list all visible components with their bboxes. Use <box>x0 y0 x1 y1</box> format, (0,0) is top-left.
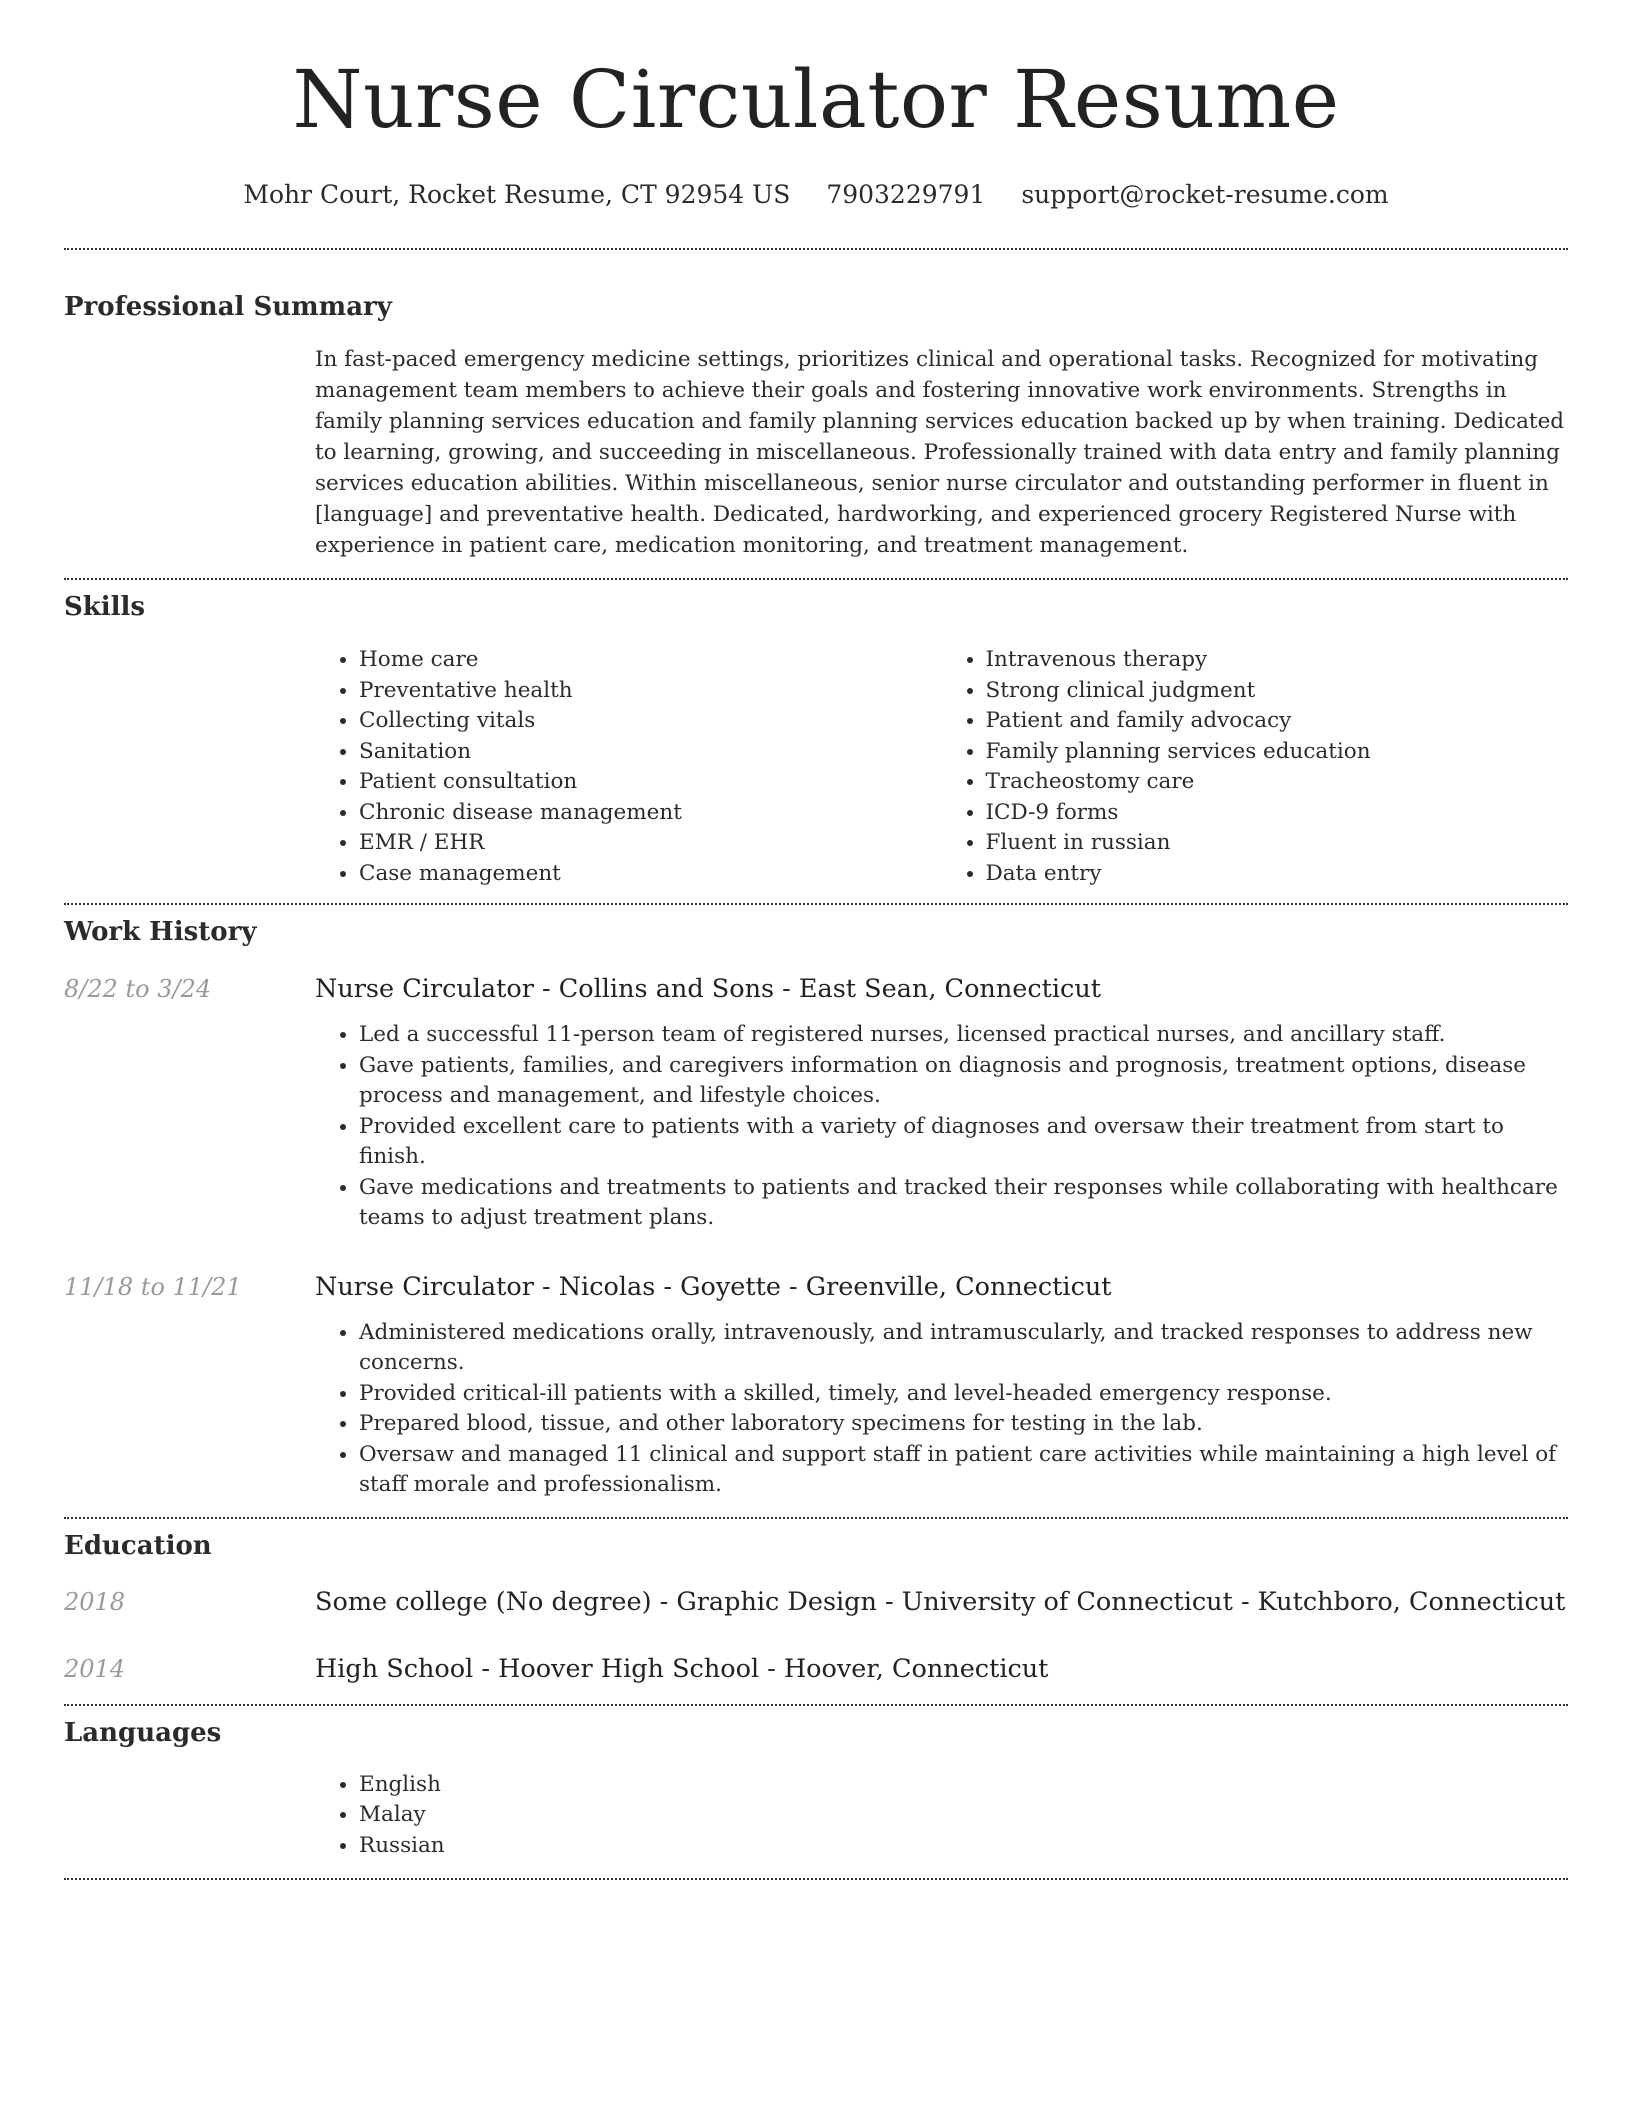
job-bullet: • Provided excellent care to patients with a variety of diagnoses and oversaw their treatment from start to finish. <box>359 1112 1568 1173</box>
job-bullet: • Administered medications orally, intravenously, and intramuscularly, and tracked responses to address new concerns. <box>359 1318 1568 1379</box>
skill-item: • Strong clinical judgment <box>986 676 1569 707</box>
summary-heading: Professional Summary <box>64 292 392 322</box>
education-entry <box>64 1585 1568 1619</box>
language-item: • English <box>359 1770 1568 1801</box>
divider <box>64 1878 1568 1880</box>
skill-item: • Tracheostomy care <box>986 767 1569 798</box>
skill-item: • Case management <box>359 859 942 890</box>
job-bullet: • Provided critical-ill patients with a skilled, timely, and level-headed emergency response. <box>359 1379 1568 1410</box>
skills-heading: Skills <box>64 592 146 622</box>
skill-item: • Collecting vitals <box>359 706 942 737</box>
work-history-heading: Work History <box>64 917 257 947</box>
contact-line <box>64 178 1568 212</box>
skill-item: • Data entry <box>986 859 1569 890</box>
job-bullets <box>315 1318 1568 1501</box>
contact-email: support@rocket-resume.com <box>1021 180 1389 209</box>
languages-heading: Languages <box>64 1717 222 1748</box>
skill-item: • Family planning services education <box>986 737 1569 768</box>
education-year: 2018 <box>64 1587 126 1616</box>
education-heading: Education <box>64 1530 212 1561</box>
job-title: Nurse Circulator - Collins and Sons - East Sean, Connecticut <box>315 974 1101 1004</box>
job-bullet: • Oversaw and managed 11 clinical and support staff in patient care activities while maintaining a high level of staff morale and professionalism. <box>359 1440 1568 1501</box>
education-entry <box>64 1652 1568 1686</box>
summary-text: In fast-paced emergency medicine settings, prioritizes clinical and operational tasks. Recognized for motivating management team members to achieve their goals and fostering innovative work environments. Strengths in family planning services education and family planning services education backed up by when training. Dedicated to learning, growing, and succeeding in miscellaneous. Professionally trained with data entry and family planning services education abilities. Within miscellaneous, senior nurse circulator and outstanding performer in fluent in [language] and preventative health. Dedicated, hardworking, and experienced grocery Registered Nurse with experience in patient care, medication monitoring, and treatment management. <box>315 347 1565 558</box>
language-item: • Russian <box>359 1831 1568 1862</box>
skill-item: • Sanitation <box>359 737 942 768</box>
skills-list-left <box>315 645 942 889</box>
education-text: Some college (No degree) - Graphic Design - University of Connecticut - Kutchboro, Connecticut <box>315 1586 1566 1617</box>
job-bullet: • Prepared blood, tissue, and other laboratory specimens for testing in the lab. <box>359 1409 1568 1440</box>
skill-item: • Home care <box>359 645 942 676</box>
job-entry <box>64 1270 1568 1501</box>
contact-phone: 7903229791 <box>826 180 986 209</box>
skill-item: • Patient consultation <box>359 767 942 798</box>
skills-section <box>64 580 1568 889</box>
resume-title: Nurse Circulator Resume <box>292 53 1340 146</box>
languages-section <box>64 1706 1568 1862</box>
skill-item: • EMR / EHR <box>359 828 942 859</box>
skill-item: • ICD-9 forms <box>986 798 1569 829</box>
skill-item: • Fluent in russian <box>986 828 1569 859</box>
languages-list <box>315 1770 1568 1862</box>
skill-item: • Intravenous therapy <box>986 645 1569 676</box>
job-dates: 8/22 to 3/24 <box>64 975 212 1003</box>
job-bullet: • Gave patients, families, and caregivers information on diagnosis and prognosis, treatment options, disease process and management, and lifestyle choices. <box>359 1051 1568 1112</box>
skill-item: • Patient and family advocacy <box>986 706 1569 737</box>
education-year: 2014 <box>64 1654 126 1683</box>
skills-grid <box>315 645 1568 889</box>
skill-item: • Chronic disease management <box>359 798 942 829</box>
work-history-section <box>64 905 1568 1501</box>
job-bullet: • Gave medications and treatments to patients and tracked their responses while collaborating with healthcare teams to adjust treatment plans. <box>359 1173 1568 1234</box>
language-item: • Malay <box>359 1800 1568 1831</box>
job-bullet: • Led a successful 11-person team of registered nurses, licensed practical nurses, and ancillary staff. <box>359 1020 1568 1051</box>
job-title: Nurse Circulator - Nicolas - Goyette - Greenville, Connecticut <box>315 1271 1112 1302</box>
skills-list-right <box>942 645 1569 889</box>
summary-section <box>64 250 1568 561</box>
contact-address: Mohr Court, Rocket Resume, CT 92954 US <box>243 180 791 209</box>
skill-item: • Preventative health <box>359 676 942 707</box>
education-text: High School - Hoover High School - Hoover, Connecticut <box>315 1653 1049 1684</box>
job-dates: 11/18 to 11/21 <box>64 1272 242 1301</box>
job-bullets <box>315 1020 1568 1234</box>
job-entry <box>64 972 1568 1234</box>
education-section <box>64 1519 1568 1686</box>
